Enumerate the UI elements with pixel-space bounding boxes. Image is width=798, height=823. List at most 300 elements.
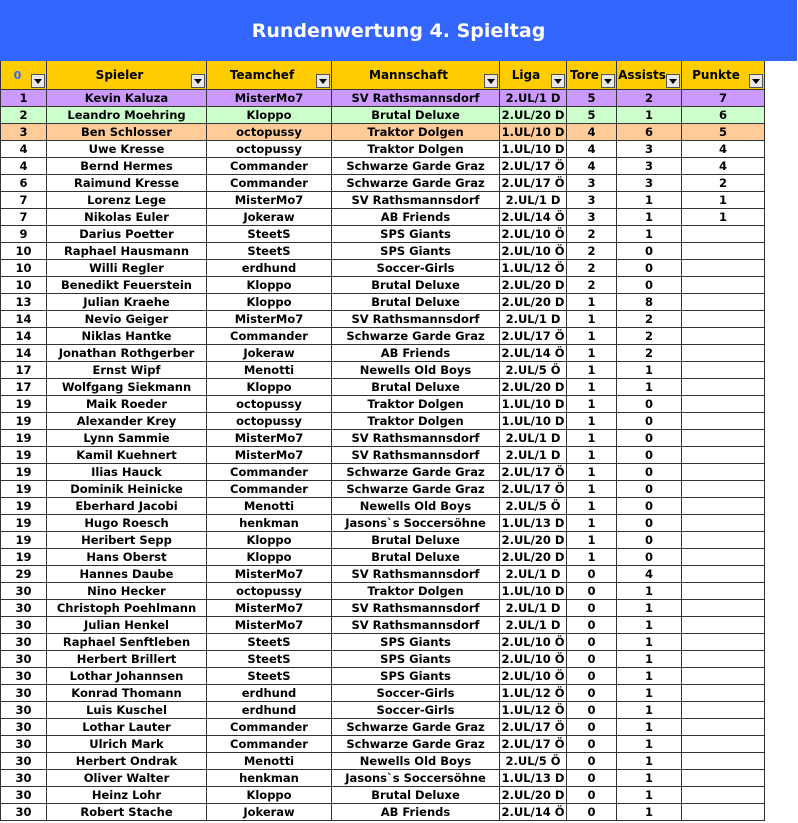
cell-team[interactable]: Brutal Deluxe (332, 532, 500, 549)
cell-teamchef[interactable]: SteetS (207, 634, 332, 651)
cell-assists[interactable]: 1 (617, 209, 682, 226)
cell-team[interactable]: SV Rathsmannsdorf (332, 600, 500, 617)
cell-league[interactable]: 2.UL/17 Ö (500, 719, 567, 736)
cell-league[interactable]: 2.UL/20 D (500, 787, 567, 804)
cell-goals[interactable]: 1 (567, 396, 617, 413)
cell-points[interactable]: 4 (682, 158, 765, 175)
cell-points[interactable] (682, 243, 765, 260)
cell-teamchef[interactable]: Commander (207, 328, 332, 345)
cell-assists[interactable]: 1 (617, 685, 682, 702)
cell-league[interactable]: 1.UL/10 D (500, 141, 567, 158)
cell-team[interactable]: SPS Giants (332, 668, 500, 685)
cell-team[interactable]: Traktor Dolgen (332, 396, 500, 413)
cell-rank[interactable]: 10 (0, 260, 47, 277)
cell-team[interactable]: SPS Giants (332, 651, 500, 668)
cell-rank[interactable]: 19 (0, 481, 47, 498)
cell-teamchef[interactable]: Jokeraw (207, 804, 332, 821)
cell-rank[interactable]: 10 (0, 277, 47, 294)
cell-league[interactable]: 1.UL/13 D (500, 770, 567, 787)
cell-rank[interactable]: 30 (0, 753, 47, 770)
cell-assists[interactable]: 0 (617, 243, 682, 260)
cell-team[interactable]: SPS Giants (332, 226, 500, 243)
cell-rank[interactable]: 14 (0, 345, 47, 362)
cell-player[interactable]: Lothar Johannsen (47, 668, 207, 685)
cell-points[interactable] (682, 447, 765, 464)
cell-teamchef[interactable]: octopussy (207, 396, 332, 413)
cell-team[interactable]: Traktor Dolgen (332, 413, 500, 430)
cell-rank[interactable]: 14 (0, 311, 47, 328)
cell-points[interactable] (682, 294, 765, 311)
cell-team[interactable]: Brutal Deluxe (332, 277, 500, 294)
cell-player[interactable]: Maik Roeder (47, 396, 207, 413)
cell-player[interactable]: Robert Stache (47, 804, 207, 821)
cell-points[interactable] (682, 260, 765, 277)
cell-goals[interactable]: 0 (567, 685, 617, 702)
cell-assists[interactable]: 1 (617, 583, 682, 600)
cell-points[interactable] (682, 736, 765, 753)
cell-league[interactable]: 2.UL/20 D (500, 294, 567, 311)
cell-points[interactable] (682, 651, 765, 668)
cell-rank[interactable]: 30 (0, 770, 47, 787)
cell-league[interactable]: 2.UL/5 Ö (500, 498, 567, 515)
filter-dropdown-goals[interactable] (601, 74, 615, 88)
cell-team[interactable]: SPS Giants (332, 243, 500, 260)
cell-team[interactable]: Brutal Deluxe (332, 294, 500, 311)
cell-team[interactable]: Schwarze Garde Graz (332, 736, 500, 753)
cell-player[interactable]: Eberhard Jacobi (47, 498, 207, 515)
cell-rank[interactable]: 19 (0, 396, 47, 413)
cell-league[interactable]: 1.UL/10 D (500, 583, 567, 600)
cell-points[interactable] (682, 362, 765, 379)
cell-teamchef[interactable]: MisterMo7 (207, 311, 332, 328)
cell-points[interactable] (682, 396, 765, 413)
cell-goals[interactable]: 1 (567, 311, 617, 328)
cell-goals[interactable]: 2 (567, 277, 617, 294)
filter-dropdown-rank[interactable] (31, 74, 45, 88)
cell-teamchef[interactable]: Commander (207, 158, 332, 175)
cell-player[interactable]: Alexander Krey (47, 413, 207, 430)
cell-player[interactable]: Willi Regler (47, 260, 207, 277)
filter-dropdown-points[interactable] (749, 74, 763, 88)
cell-rank[interactable]: 30 (0, 804, 47, 821)
cell-goals[interactable]: 0 (567, 702, 617, 719)
cell-teamchef[interactable]: Kloppo (207, 379, 332, 396)
cell-rank[interactable]: 19 (0, 532, 47, 549)
cell-team[interactable]: SV Rathsmannsdorf (332, 430, 500, 447)
cell-team[interactable]: Schwarze Garde Graz (332, 175, 500, 192)
cell-player[interactable]: Nikolas Euler (47, 209, 207, 226)
cell-goals[interactable]: 1 (567, 532, 617, 549)
cell-assists[interactable]: 1 (617, 362, 682, 379)
cell-team[interactable]: SV Rathsmannsdorf (332, 192, 500, 209)
cell-points[interactable] (682, 515, 765, 532)
cell-rank[interactable]: 19 (0, 498, 47, 515)
cell-player[interactable]: Raimund Kresse (47, 175, 207, 192)
cell-teamchef[interactable]: Commander (207, 719, 332, 736)
cell-goals[interactable]: 1 (567, 379, 617, 396)
cell-points[interactable] (682, 685, 765, 702)
cell-points[interactable] (682, 413, 765, 430)
cell-teamchef[interactable]: SteetS (207, 668, 332, 685)
cell-team[interactable]: Brutal Deluxe (332, 379, 500, 396)
cell-assists[interactable]: 0 (617, 430, 682, 447)
cell-rank[interactable]: 30 (0, 617, 47, 634)
cell-team[interactable]: Soccer-Girls (332, 685, 500, 702)
cell-assists[interactable]: 1 (617, 702, 682, 719)
cell-league[interactable]: 1.UL/10 D (500, 413, 567, 430)
cell-assists[interactable]: 2 (617, 345, 682, 362)
cell-goals[interactable]: 2 (567, 260, 617, 277)
cell-team[interactable]: Traktor Dolgen (332, 124, 500, 141)
cell-assists[interactable]: 1 (617, 787, 682, 804)
cell-league[interactable]: 1.UL/13 D (500, 515, 567, 532)
cell-assists[interactable]: 0 (617, 396, 682, 413)
cell-teamchef[interactable]: Menotti (207, 362, 332, 379)
cell-player[interactable]: Nino Hecker (47, 583, 207, 600)
cell-league[interactable]: 2.UL/10 Ö (500, 651, 567, 668)
cell-player[interactable]: Heinz Lohr (47, 787, 207, 804)
cell-teamchef[interactable]: Kloppo (207, 787, 332, 804)
cell-goals[interactable]: 4 (567, 158, 617, 175)
cell-rank[interactable]: 30 (0, 651, 47, 668)
cell-goals[interactable]: 1 (567, 481, 617, 498)
filter-dropdown-assists[interactable] (666, 74, 680, 88)
cell-assists[interactable]: 1 (617, 192, 682, 209)
cell-teamchef[interactable]: Kloppo (207, 277, 332, 294)
cell-goals[interactable]: 3 (567, 175, 617, 192)
cell-assists[interactable]: 0 (617, 277, 682, 294)
cell-assists[interactable]: 1 (617, 719, 682, 736)
cell-assists[interactable]: 1 (617, 226, 682, 243)
cell-player[interactable]: Lorenz Lege (47, 192, 207, 209)
cell-teamchef[interactable]: henkman (207, 770, 332, 787)
cell-rank[interactable]: 1 (0, 90, 47, 107)
cell-league[interactable]: 2.UL/20 D (500, 107, 567, 124)
cell-points[interactable]: 6 (682, 107, 765, 124)
cell-player[interactable]: Herbert Ondrak (47, 753, 207, 770)
cell-assists[interactable]: 0 (617, 413, 682, 430)
cell-points[interactable]: 5 (682, 124, 765, 141)
cell-rank[interactable]: 4 (0, 141, 47, 158)
cell-league[interactable]: 2.UL/17 Ö (500, 736, 567, 753)
cell-player[interactable]: Ulrich Mark (47, 736, 207, 753)
cell-player[interactable]: Hans Oberst (47, 549, 207, 566)
cell-points[interactable] (682, 379, 765, 396)
cell-goals[interactable]: 0 (567, 617, 617, 634)
cell-league[interactable]: 2.UL/1 D (500, 566, 567, 583)
cell-teamchef[interactable]: erdhund (207, 260, 332, 277)
cell-player[interactable]: Darius Poetter (47, 226, 207, 243)
cell-rank[interactable]: 17 (0, 379, 47, 396)
cell-assists[interactable]: 0 (617, 464, 682, 481)
cell-goals[interactable]: 0 (567, 634, 617, 651)
cell-league[interactable]: 2.UL/1 D (500, 311, 567, 328)
filter-dropdown-player[interactable] (191, 74, 205, 88)
cell-assists[interactable]: 3 (617, 141, 682, 158)
cell-rank[interactable]: 19 (0, 549, 47, 566)
cell-teamchef[interactable]: Commander (207, 481, 332, 498)
cell-goals[interactable]: 0 (567, 600, 617, 617)
filter-dropdown-team[interactable] (484, 74, 498, 88)
cell-points[interactable] (682, 430, 765, 447)
cell-assists[interactable]: 1 (617, 379, 682, 396)
cell-teamchef[interactable]: MisterMo7 (207, 192, 332, 209)
cell-team[interactable]: SV Rathsmannsdorf (332, 447, 500, 464)
cell-points[interactable]: 1 (682, 192, 765, 209)
cell-league[interactable]: 2.UL/17 Ö (500, 328, 567, 345)
cell-goals[interactable]: 1 (567, 447, 617, 464)
cell-rank[interactable]: 30 (0, 736, 47, 753)
cell-points[interactable] (682, 702, 765, 719)
cell-teamchef[interactable]: MisterMo7 (207, 430, 332, 447)
cell-goals[interactable]: 1 (567, 362, 617, 379)
cell-teamchef[interactable]: SteetS (207, 651, 332, 668)
cell-teamchef[interactable]: octopussy (207, 583, 332, 600)
cell-points[interactable] (682, 328, 765, 345)
cell-league[interactable]: 2.UL/1 D (500, 90, 567, 107)
filter-dropdown-teamchef[interactable] (316, 74, 330, 88)
cell-goals[interactable]: 5 (567, 107, 617, 124)
cell-teamchef[interactable]: Kloppo (207, 549, 332, 566)
cell-points[interactable] (682, 719, 765, 736)
cell-goals[interactable]: 3 (567, 192, 617, 209)
cell-rank[interactable]: 6 (0, 175, 47, 192)
cell-player[interactable]: Julian Kraehe (47, 294, 207, 311)
cell-rank[interactable]: 30 (0, 600, 47, 617)
cell-league[interactable]: 2.UL/1 D (500, 192, 567, 209)
cell-team[interactable]: AB Friends (332, 345, 500, 362)
cell-team[interactable]: Jasons`s Soccersöhne (332, 770, 500, 787)
cell-rank[interactable]: 30 (0, 583, 47, 600)
cell-rank[interactable]: 7 (0, 209, 47, 226)
cell-player[interactable]: Lynn Sammie (47, 430, 207, 447)
cell-teamchef[interactable]: henkman (207, 515, 332, 532)
cell-points[interactable]: 2 (682, 175, 765, 192)
cell-team[interactable]: Newells Old Boys (332, 362, 500, 379)
cell-team[interactable]: Schwarze Garde Graz (332, 481, 500, 498)
cell-teamchef[interactable]: Commander (207, 175, 332, 192)
cell-assists[interactable]: 2 (617, 311, 682, 328)
cell-teamchef[interactable]: Commander (207, 736, 332, 753)
cell-rank[interactable]: 30 (0, 787, 47, 804)
cell-goals[interactable]: 2 (567, 226, 617, 243)
cell-assists[interactable]: 1 (617, 753, 682, 770)
cell-player[interactable]: Luis Kuschel (47, 702, 207, 719)
cell-team[interactable]: SPS Giants (332, 634, 500, 651)
cell-goals[interactable]: 1 (567, 498, 617, 515)
cell-league[interactable]: 2.UL/1 D (500, 617, 567, 634)
cell-goals[interactable]: 2 (567, 243, 617, 260)
cell-rank[interactable]: 19 (0, 430, 47, 447)
cell-league[interactable]: 2.UL/20 D (500, 277, 567, 294)
cell-assists[interactable]: 3 (617, 175, 682, 192)
cell-league[interactable]: 2.UL/1 D (500, 430, 567, 447)
cell-points[interactable] (682, 583, 765, 600)
cell-league[interactable]: 2.UL/20 D (500, 549, 567, 566)
cell-points[interactable] (682, 753, 765, 770)
cell-team[interactable]: Traktor Dolgen (332, 583, 500, 600)
cell-player[interactable]: Ben Schlosser (47, 124, 207, 141)
cell-league[interactable]: 2.UL/10 Ö (500, 243, 567, 260)
cell-player[interactable]: Leandro Moehring (47, 107, 207, 124)
cell-points[interactable]: 7 (682, 90, 765, 107)
cell-goals[interactable]: 0 (567, 770, 617, 787)
cell-team[interactable]: Schwarze Garde Graz (332, 464, 500, 481)
cell-league[interactable]: 2.UL/1 D (500, 447, 567, 464)
cell-league[interactable]: 1.UL/12 Ö (500, 702, 567, 719)
cell-league[interactable]: 2.UL/17 Ö (500, 481, 567, 498)
cell-teamchef[interactable]: MisterMo7 (207, 566, 332, 583)
cell-team[interactable]: SV Rathsmannsdorf (332, 566, 500, 583)
cell-player[interactable]: Dominik Heinicke (47, 481, 207, 498)
cell-league[interactable]: 2.UL/10 Ö (500, 634, 567, 651)
cell-rank[interactable]: 30 (0, 719, 47, 736)
cell-player[interactable]: Kevin Kaluza (47, 90, 207, 107)
cell-teamchef[interactable]: MisterMo7 (207, 617, 332, 634)
cell-league[interactable]: 2.UL/5 Ö (500, 362, 567, 379)
cell-teamchef[interactable]: octopussy (207, 141, 332, 158)
cell-points[interactable] (682, 311, 765, 328)
cell-player[interactable]: Oliver Walter (47, 770, 207, 787)
cell-player[interactable]: Wolfgang Siekmann (47, 379, 207, 396)
cell-player[interactable]: Niklas Hantke (47, 328, 207, 345)
cell-rank[interactable]: 9 (0, 226, 47, 243)
cell-rank[interactable]: 29 (0, 566, 47, 583)
cell-league[interactable]: 1.UL/12 Ö (500, 260, 567, 277)
cell-goals[interactable]: 0 (567, 736, 617, 753)
cell-goals[interactable]: 1 (567, 464, 617, 481)
cell-assists[interactable]: 1 (617, 668, 682, 685)
cell-player[interactable]: Ilias Hauck (47, 464, 207, 481)
cell-rank[interactable]: 30 (0, 685, 47, 702)
cell-rank[interactable]: 30 (0, 668, 47, 685)
cell-teamchef[interactable]: erdhund (207, 702, 332, 719)
cell-goals[interactable]: 4 (567, 141, 617, 158)
cell-assists[interactable]: 0 (617, 481, 682, 498)
cell-team[interactable]: SV Rathsmannsdorf (332, 90, 500, 107)
cell-player[interactable]: Benedikt Feuerstein (47, 277, 207, 294)
cell-goals[interactable]: 0 (567, 583, 617, 600)
cell-assists[interactable]: 1 (617, 736, 682, 753)
cell-league[interactable]: 2.UL/14 Ö (500, 209, 567, 226)
cell-goals[interactable]: 1 (567, 294, 617, 311)
cell-points[interactable] (682, 566, 765, 583)
cell-league[interactable]: 1.UL/12 Ö (500, 685, 567, 702)
cell-rank[interactable]: 3 (0, 124, 47, 141)
cell-goals[interactable]: 1 (567, 413, 617, 430)
cell-teamchef[interactable]: SteetS (207, 243, 332, 260)
cell-assists[interactable]: 6 (617, 124, 682, 141)
cell-rank[interactable]: 30 (0, 702, 47, 719)
cell-teamchef[interactable]: MisterMo7 (207, 90, 332, 107)
cell-league[interactable]: 2.UL/17 Ö (500, 158, 567, 175)
cell-goals[interactable]: 0 (567, 668, 617, 685)
cell-assists[interactable]: 1 (617, 600, 682, 617)
cell-rank[interactable]: 2 (0, 107, 47, 124)
cell-league[interactable]: 2.UL/10 Ö (500, 226, 567, 243)
cell-assists[interactable]: 0 (617, 532, 682, 549)
cell-rank[interactable]: 7 (0, 192, 47, 209)
cell-team[interactable]: Newells Old Boys (332, 498, 500, 515)
cell-points[interactable] (682, 770, 765, 787)
cell-league[interactable]: 2.UL/14 Ö (500, 804, 567, 821)
cell-points[interactable] (682, 549, 765, 566)
cell-goals[interactable]: 0 (567, 753, 617, 770)
cell-team[interactable]: AB Friends (332, 209, 500, 226)
cell-points[interactable] (682, 668, 765, 685)
cell-points[interactable] (682, 226, 765, 243)
cell-points[interactable] (682, 464, 765, 481)
cell-goals[interactable]: 3 (567, 209, 617, 226)
cell-team[interactable]: Brutal Deluxe (332, 787, 500, 804)
cell-team[interactable]: Jasons`s Soccersöhne (332, 515, 500, 532)
cell-points[interactable] (682, 787, 765, 804)
cell-league[interactable]: 2.UL/14 Ö (500, 345, 567, 362)
cell-goals[interactable]: 1 (567, 549, 617, 566)
cell-player[interactable]: Kamil Kuehnert (47, 447, 207, 464)
cell-player[interactable]: Christoph Poehlmann (47, 600, 207, 617)
cell-points[interactable] (682, 277, 765, 294)
cell-rank[interactable]: 30 (0, 634, 47, 651)
cell-points[interactable] (682, 498, 765, 515)
cell-teamchef[interactable]: Jokeraw (207, 209, 332, 226)
cell-player[interactable]: Uwe Kresse (47, 141, 207, 158)
cell-points[interactable] (682, 634, 765, 651)
cell-player[interactable]: Julian Henkel (47, 617, 207, 634)
cell-points[interactable] (682, 600, 765, 617)
cell-rank[interactable]: 4 (0, 158, 47, 175)
cell-goals[interactable]: 0 (567, 566, 617, 583)
cell-assists[interactable]: 0 (617, 498, 682, 515)
filter-dropdown-league[interactable] (551, 74, 565, 88)
cell-teamchef[interactable]: MisterMo7 (207, 600, 332, 617)
cell-team[interactable]: Traktor Dolgen (332, 141, 500, 158)
cell-rank[interactable]: 13 (0, 294, 47, 311)
cell-team[interactable]: Brutal Deluxe (332, 549, 500, 566)
cell-goals[interactable]: 0 (567, 719, 617, 736)
cell-points[interactable] (682, 617, 765, 634)
cell-assists[interactable]: 0 (617, 515, 682, 532)
cell-goals[interactable]: 1 (567, 430, 617, 447)
cell-assists[interactable]: 3 (617, 158, 682, 175)
cell-rank[interactable]: 19 (0, 413, 47, 430)
cell-player[interactable]: Nevio Geiger (47, 311, 207, 328)
cell-assists[interactable]: 1 (617, 107, 682, 124)
cell-league[interactable]: 2.UL/17 Ö (500, 464, 567, 481)
cell-team[interactable]: Schwarze Garde Graz (332, 719, 500, 736)
cell-points[interactable]: 4 (682, 141, 765, 158)
cell-rank[interactable]: 19 (0, 515, 47, 532)
cell-league[interactable]: 2.UL/10 Ö (500, 668, 567, 685)
cell-goals[interactable]: 4 (567, 124, 617, 141)
cell-player[interactable]: Herbert Brillert (47, 651, 207, 668)
cell-points[interactable] (682, 345, 765, 362)
cell-team[interactable]: Schwarze Garde Graz (332, 328, 500, 345)
cell-league[interactable]: 1.UL/10 D (500, 124, 567, 141)
cell-rank[interactable]: 17 (0, 362, 47, 379)
cell-league[interactable]: 2.UL/20 D (500, 532, 567, 549)
cell-team[interactable]: Brutal Deluxe (332, 107, 500, 124)
cell-points[interactable]: 1 (682, 209, 765, 226)
cell-league[interactable]: 2.UL/1 D (500, 600, 567, 617)
cell-assists[interactable]: 2 (617, 328, 682, 345)
cell-player[interactable]: Ernst Wipf (47, 362, 207, 379)
cell-assists[interactable]: 8 (617, 294, 682, 311)
cell-assists[interactable]: 1 (617, 634, 682, 651)
cell-team[interactable]: Soccer-Girls (332, 702, 500, 719)
cell-team[interactable]: Soccer-Girls (332, 260, 500, 277)
cell-league[interactable]: 2.UL/5 Ö (500, 753, 567, 770)
